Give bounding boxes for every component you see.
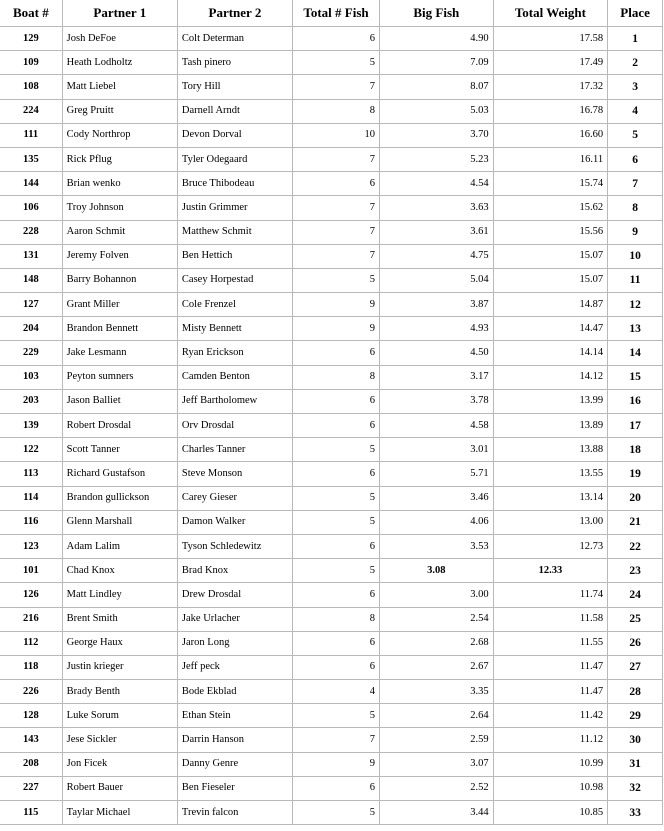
big-fish-cell: 5.23 xyxy=(380,147,494,171)
place-cell: 3 xyxy=(608,75,663,99)
partner-1-cell: Barry Bohannon xyxy=(62,268,177,292)
total-fish-cell: 9 xyxy=(292,752,379,776)
big-fish-cell: 3.70 xyxy=(380,123,494,147)
boat-number-cell: 226 xyxy=(0,680,62,704)
place-cell: 31 xyxy=(608,752,663,776)
total-fish-cell: 8 xyxy=(292,607,379,631)
table-row xyxy=(0,317,663,341)
place-cell: 4 xyxy=(608,99,663,123)
place-cell: 1 xyxy=(608,27,663,51)
total-weight-cell: 11.58 xyxy=(493,607,607,631)
partner-1-cell: Robert Bauer xyxy=(62,776,177,800)
partner-1-cell: Taylar Michael xyxy=(62,801,177,825)
partner-2-cell: Orv Drosdal xyxy=(177,414,292,438)
partner-2-cell: Charles Tanner xyxy=(177,438,292,462)
partner-2-cell: Bruce Thibodeau xyxy=(177,172,292,196)
place-cell: 30 xyxy=(608,728,663,752)
place-cell: 33 xyxy=(608,801,663,825)
place-cell: 6 xyxy=(608,147,663,171)
big-fish-cell: 2.59 xyxy=(380,728,494,752)
big-fish-cell: 5.71 xyxy=(380,462,494,486)
place-cell: 24 xyxy=(608,583,663,607)
total-weight-cell: 13.14 xyxy=(493,486,607,510)
table-row xyxy=(0,365,663,389)
big-fish-cell: 2.68 xyxy=(380,631,494,655)
total-fish-cell: 6 xyxy=(292,389,379,413)
place-cell: 22 xyxy=(608,534,663,558)
partner-2-cell: Misty Bennett xyxy=(177,317,292,341)
big-fish-cell: 3.01 xyxy=(380,438,494,462)
partner-2-cell: Tyler Odegaard xyxy=(177,147,292,171)
partner-2-cell: Ben Hettich xyxy=(177,244,292,268)
partner-2-cell: Tory Hill xyxy=(177,75,292,99)
big-fish-cell: 4.90 xyxy=(380,27,494,51)
partner-1-cell: Scott Tanner xyxy=(62,438,177,462)
total-weight-cell: 12.73 xyxy=(493,534,607,558)
partner-2-cell: Camden Benton xyxy=(177,365,292,389)
partner-1-cell: Jake Lesmann xyxy=(62,341,177,365)
total-fish-cell: 7 xyxy=(292,147,379,171)
total-fish-cell: 6 xyxy=(292,27,379,51)
partner-1-cell: Brian wenko xyxy=(62,172,177,196)
big-fish-cell: 3.87 xyxy=(380,293,494,317)
table-row xyxy=(0,655,663,679)
total-fish-cell: 7 xyxy=(292,220,379,244)
total-weight-cell: 11.12 xyxy=(493,728,607,752)
partner-1-cell: Jeremy Folven xyxy=(62,244,177,268)
big-fish-cell: 2.54 xyxy=(380,607,494,631)
place-cell: 25 xyxy=(608,607,663,631)
total-weight-cell: 11.47 xyxy=(493,680,607,704)
big-fish-cell: 2.52 xyxy=(380,776,494,800)
partner-1-cell: Brent Smith xyxy=(62,607,177,631)
total-weight-cell: 16.60 xyxy=(493,123,607,147)
boat-number-cell: 135 xyxy=(0,147,62,171)
total-weight-cell: 17.49 xyxy=(493,51,607,75)
partner-1-cell: Robert Drosdal xyxy=(62,414,177,438)
table-row xyxy=(0,414,663,438)
total-weight-cell: 13.89 xyxy=(493,414,607,438)
big-fish-cell: 3.63 xyxy=(380,196,494,220)
big-fish-cell: 4.54 xyxy=(380,172,494,196)
total-weight-cell: 16.11 xyxy=(493,147,607,171)
place-cell: 13 xyxy=(608,317,663,341)
table-row xyxy=(0,583,663,607)
total-weight-cell: 11.42 xyxy=(493,704,607,728)
big-fish-cell: 3.07 xyxy=(380,752,494,776)
total-weight-cell: 15.62 xyxy=(493,196,607,220)
partner-1-cell: Richard Gustafson xyxy=(62,462,177,486)
big-fish-cell: 8.07 xyxy=(380,75,494,99)
table-row xyxy=(0,534,663,558)
total-fish-cell: 5 xyxy=(292,51,379,75)
total-fish-cell: 6 xyxy=(292,655,379,679)
partner-1-cell: Peyton sumners xyxy=(62,365,177,389)
total-weight-cell: 15.07 xyxy=(493,268,607,292)
partner-1-cell: Jon Ficek xyxy=(62,752,177,776)
total-weight-cell: 13.88 xyxy=(493,438,607,462)
boat-number-cell: 139 xyxy=(0,414,62,438)
partner-1-cell: Jese Sickler xyxy=(62,728,177,752)
table-row xyxy=(0,268,663,292)
table-row xyxy=(0,438,663,462)
total-fish-cell: 6 xyxy=(292,462,379,486)
big-fish-cell: 5.04 xyxy=(380,268,494,292)
place-cell: 16 xyxy=(608,389,663,413)
boat-number-cell: 129 xyxy=(0,27,62,51)
big-fish-cell: 3.35 xyxy=(380,680,494,704)
place-cell: 15 xyxy=(608,365,663,389)
place-cell: 12 xyxy=(608,293,663,317)
boat-number-cell: 101 xyxy=(0,559,62,583)
boat-number-cell: 204 xyxy=(0,317,62,341)
header-boat: Boat # xyxy=(0,0,62,27)
partner-2-cell: Colt Determan xyxy=(177,27,292,51)
place-cell: 7 xyxy=(608,172,663,196)
partner-2-cell: Damon Walker xyxy=(177,510,292,534)
boat-number-cell: 114 xyxy=(0,486,62,510)
total-fish-cell: 7 xyxy=(292,244,379,268)
table-row xyxy=(0,172,663,196)
partner-2-cell: Darrin Hanson xyxy=(177,728,292,752)
boat-number-cell: 122 xyxy=(0,438,62,462)
boat-number-cell: 113 xyxy=(0,462,62,486)
table-row xyxy=(0,801,663,825)
partner-1-cell: Jason Balliet xyxy=(62,389,177,413)
total-weight-cell: 14.47 xyxy=(493,317,607,341)
total-weight-cell: 15.74 xyxy=(493,172,607,196)
table-row xyxy=(0,293,663,317)
big-fish-cell: 2.64 xyxy=(380,704,494,728)
table-row xyxy=(0,752,663,776)
partner-1-cell: Grant Miller xyxy=(62,293,177,317)
total-weight-cell: 15.56 xyxy=(493,220,607,244)
boat-number-cell: 229 xyxy=(0,341,62,365)
total-fish-cell: 5 xyxy=(292,438,379,462)
partner-2-cell: Justin Grimmer xyxy=(177,196,292,220)
place-cell: 19 xyxy=(608,462,663,486)
big-fish-cell: 4.75 xyxy=(380,244,494,268)
boat-number-cell: 208 xyxy=(0,752,62,776)
header-big-fish: Big Fish xyxy=(380,0,494,27)
header-partner-1: Partner 1 xyxy=(62,0,177,27)
boat-number-cell: 128 xyxy=(0,704,62,728)
total-weight-cell: 17.58 xyxy=(493,27,607,51)
partner-2-cell: Jake Urlacher xyxy=(177,607,292,631)
table-row xyxy=(0,341,663,365)
total-fish-cell: 6 xyxy=(292,583,379,607)
boat-number-cell: 106 xyxy=(0,196,62,220)
big-fish-cell: 5.03 xyxy=(380,99,494,123)
big-fish-cell: 4.06 xyxy=(380,510,494,534)
boat-number-cell: 148 xyxy=(0,268,62,292)
total-fish-cell: 6 xyxy=(292,341,379,365)
boat-number-cell: 109 xyxy=(0,51,62,75)
partner-2-cell: Tash pinero xyxy=(177,51,292,75)
big-fish-cell: 3.44 xyxy=(380,801,494,825)
place-cell: 32 xyxy=(608,776,663,800)
total-weight-cell: 11.74 xyxy=(493,583,607,607)
boat-number-cell: 112 xyxy=(0,631,62,655)
total-fish-cell: 6 xyxy=(292,631,379,655)
total-fish-cell: 7 xyxy=(292,196,379,220)
total-weight-cell: 14.87 xyxy=(493,293,607,317)
total-weight-cell: 13.99 xyxy=(493,389,607,413)
place-cell: 10 xyxy=(608,244,663,268)
header-row xyxy=(0,0,663,27)
partner-2-cell: Devon Dorval xyxy=(177,123,292,147)
table-row xyxy=(0,510,663,534)
place-cell: 8 xyxy=(608,196,663,220)
total-fish-cell: 7 xyxy=(292,75,379,99)
partner-1-cell: Brandon gullickson xyxy=(62,486,177,510)
place-cell: 18 xyxy=(608,438,663,462)
total-fish-cell: 7 xyxy=(292,728,379,752)
boat-number-cell: 116 xyxy=(0,510,62,534)
boat-number-cell: 228 xyxy=(0,220,62,244)
total-weight-cell: 11.47 xyxy=(493,655,607,679)
total-fish-cell: 9 xyxy=(292,293,379,317)
place-cell: 11 xyxy=(608,268,663,292)
place-cell: 29 xyxy=(608,704,663,728)
partner-2-cell: Ethan Stein xyxy=(177,704,292,728)
boat-number-cell: 108 xyxy=(0,75,62,99)
total-weight-cell: 10.85 xyxy=(493,801,607,825)
total-fish-cell: 5 xyxy=(292,559,379,583)
big-fish-cell: 3.08 xyxy=(380,559,494,583)
partner-1-cell: Josh DeFoe xyxy=(62,27,177,51)
total-weight-cell: 10.99 xyxy=(493,752,607,776)
partner-1-cell: Justin krieger xyxy=(62,655,177,679)
partner-1-cell: George Haux xyxy=(62,631,177,655)
boat-number-cell: 127 xyxy=(0,293,62,317)
big-fish-cell: 3.00 xyxy=(380,583,494,607)
header-total-fish: Total # Fish xyxy=(292,0,379,27)
place-cell: 5 xyxy=(608,123,663,147)
boat-number-cell: 203 xyxy=(0,389,62,413)
header-partner-2: Partner 2 xyxy=(177,0,292,27)
table-row xyxy=(0,244,663,268)
total-fish-cell: 8 xyxy=(292,99,379,123)
total-fish-cell: 6 xyxy=(292,414,379,438)
partner-1-cell: Matt Lindley xyxy=(62,583,177,607)
partner-1-cell: Brandon Bennett xyxy=(62,317,177,341)
big-fish-cell: 3.17 xyxy=(380,365,494,389)
partner-2-cell: Tyson Schledewitz xyxy=(177,534,292,558)
partner-2-cell: Ben Fieseler xyxy=(177,776,292,800)
partner-2-cell: Drew Drosdal xyxy=(177,583,292,607)
header-total-weight: Total Weight xyxy=(493,0,607,27)
total-weight-cell: 16.78 xyxy=(493,99,607,123)
table-row xyxy=(0,631,663,655)
partner-1-cell: Greg Pruitt xyxy=(62,99,177,123)
total-weight-cell: 17.32 xyxy=(493,75,607,99)
big-fish-cell: 3.78 xyxy=(380,389,494,413)
table-row xyxy=(0,462,663,486)
boat-number-cell: 131 xyxy=(0,244,62,268)
total-weight-cell: 14.12 xyxy=(493,365,607,389)
boat-number-cell: 115 xyxy=(0,801,62,825)
boat-number-cell: 143 xyxy=(0,728,62,752)
total-weight-cell: 13.00 xyxy=(493,510,607,534)
partner-1-cell: Cody Northrop xyxy=(62,123,177,147)
partner-1-cell: Rick Pflug xyxy=(62,147,177,171)
partner-2-cell: Trevin falcon xyxy=(177,801,292,825)
partner-1-cell: Brady Benth xyxy=(62,680,177,704)
partner-1-cell: Matt Liebel xyxy=(62,75,177,99)
partner-2-cell: Jeff peck xyxy=(177,655,292,679)
partner-2-cell: Casey Horpestad xyxy=(177,268,292,292)
total-weight-cell: 13.55 xyxy=(493,462,607,486)
total-fish-cell: 9 xyxy=(292,317,379,341)
total-fish-cell: 8 xyxy=(292,365,379,389)
total-fish-cell: 5 xyxy=(292,801,379,825)
big-fish-cell: 7.09 xyxy=(380,51,494,75)
boat-number-cell: 123 xyxy=(0,534,62,558)
place-cell: 17 xyxy=(608,414,663,438)
total-fish-cell: 4 xyxy=(292,680,379,704)
boat-number-cell: 111 xyxy=(0,123,62,147)
table-row xyxy=(0,559,663,583)
partner-2-cell: Ryan Erickson xyxy=(177,341,292,365)
table-row xyxy=(0,51,663,75)
total-weight-cell: 10.98 xyxy=(493,776,607,800)
table-row xyxy=(0,704,663,728)
partner-1-cell: Glenn Marshall xyxy=(62,510,177,534)
partner-2-cell: Brad Knox xyxy=(177,559,292,583)
total-fish-cell: 10 xyxy=(292,123,379,147)
total-fish-cell: 6 xyxy=(292,776,379,800)
total-fish-cell: 6 xyxy=(292,172,379,196)
partner-1-cell: Aaron Schmit xyxy=(62,220,177,244)
boat-number-cell: 216 xyxy=(0,607,62,631)
big-fish-cell: 3.61 xyxy=(380,220,494,244)
partner-2-cell: Bode Ekblad xyxy=(177,680,292,704)
total-fish-cell: 5 xyxy=(292,486,379,510)
table-row xyxy=(0,123,663,147)
big-fish-cell: 4.58 xyxy=(380,414,494,438)
partner-1-cell: Heath Lodholtz xyxy=(62,51,177,75)
partner-2-cell: Steve Monson xyxy=(177,462,292,486)
partner-2-cell: Matthew Schmit xyxy=(177,220,292,244)
total-fish-cell: 5 xyxy=(292,510,379,534)
boat-number-cell: 118 xyxy=(0,655,62,679)
partner-2-cell: Carey Gieser xyxy=(177,486,292,510)
table-row xyxy=(0,486,663,510)
place-cell: 14 xyxy=(608,341,663,365)
total-fish-cell: 6 xyxy=(292,534,379,558)
table-row xyxy=(0,607,663,631)
place-cell: 20 xyxy=(608,486,663,510)
table-row xyxy=(0,147,663,171)
place-cell: 21 xyxy=(608,510,663,534)
boat-number-cell: 126 xyxy=(0,583,62,607)
total-weight-cell: 14.14 xyxy=(493,341,607,365)
table-row xyxy=(0,389,663,413)
total-weight-cell: 11.55 xyxy=(493,631,607,655)
big-fish-cell: 3.53 xyxy=(380,534,494,558)
table-row xyxy=(0,75,663,99)
table-body xyxy=(0,27,663,825)
partner-2-cell: Cole Frenzel xyxy=(177,293,292,317)
big-fish-cell: 4.93 xyxy=(380,317,494,341)
big-fish-cell: 2.67 xyxy=(380,655,494,679)
place-cell: 23 xyxy=(608,559,663,583)
place-cell: 26 xyxy=(608,631,663,655)
table-row xyxy=(0,27,663,51)
boat-number-cell: 224 xyxy=(0,99,62,123)
partner-1-cell: Luke Sorum xyxy=(62,704,177,728)
partner-2-cell: Jeff Bartholomew xyxy=(177,389,292,413)
total-weight-cell: 15.07 xyxy=(493,244,607,268)
boat-number-cell: 144 xyxy=(0,172,62,196)
total-fish-cell: 5 xyxy=(292,268,379,292)
boat-number-cell: 227 xyxy=(0,776,62,800)
total-fish-cell: 5 xyxy=(292,704,379,728)
table-row xyxy=(0,220,663,244)
place-cell: 27 xyxy=(608,655,663,679)
partner-1-cell: Troy Johnson xyxy=(62,196,177,220)
place-cell: 28 xyxy=(608,680,663,704)
table-row xyxy=(0,196,663,220)
partner-1-cell: Chad Knox xyxy=(62,559,177,583)
partner-2-cell: Danny Genre xyxy=(177,752,292,776)
partner-1-cell: Adam Lalim xyxy=(62,534,177,558)
table-row xyxy=(0,99,663,123)
total-weight-cell: 12.33 xyxy=(493,559,607,583)
partner-2-cell: Darnell Arndt xyxy=(177,99,292,123)
table-row xyxy=(0,680,663,704)
table-row xyxy=(0,776,663,800)
place-cell: 9 xyxy=(608,220,663,244)
header-place: Place xyxy=(608,0,663,27)
big-fish-cell: 4.50 xyxy=(380,341,494,365)
place-cell: 2 xyxy=(608,51,663,75)
boat-number-cell: 103 xyxy=(0,365,62,389)
table-row xyxy=(0,728,663,752)
partner-2-cell: Jaron Long xyxy=(177,631,292,655)
big-fish-cell: 3.46 xyxy=(380,486,494,510)
